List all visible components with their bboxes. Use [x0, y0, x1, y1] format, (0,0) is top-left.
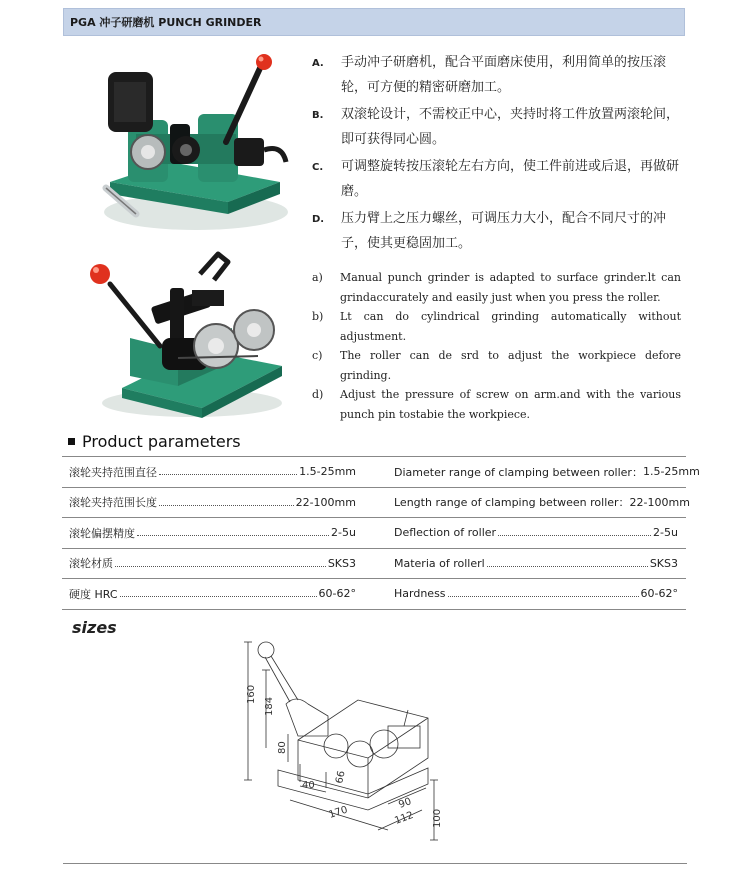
dim-label: 80 — [277, 741, 288, 754]
param-cn-label: 滚轮夹持范围直径 — [69, 465, 157, 479]
param-en-value: SKS3 — [649, 556, 678, 570]
params-title-text: Product parameters — [82, 432, 241, 451]
param-en-value: 2-5u — [653, 526, 678, 540]
list-marker: a) — [312, 271, 323, 284]
param-cn-value: SKS3 — [327, 556, 356, 570]
table-row — [62, 579, 686, 610]
param-cn-cell — [62, 488, 374, 518]
param-cn-cell — [62, 457, 374, 487]
list-text: Lt can do cylindrical grinding automatically without adjustment. — [340, 310, 681, 343]
list-item — [312, 154, 682, 204]
dot-leader — [159, 505, 294, 506]
dim-label: 112 — [393, 809, 415, 827]
dot-leader — [159, 474, 297, 475]
list-marker: C. — [312, 162, 324, 173]
product-photo-top — [88, 52, 298, 237]
dot-leader — [498, 535, 651, 536]
list-marker: c) — [312, 349, 323, 362]
param-en-label: Hardness — [394, 587, 446, 601]
dot-leader — [115, 566, 326, 567]
list-item — [312, 307, 681, 346]
param-en-value: 22-100mm — [629, 495, 690, 509]
list-text: 压力臂上之压力螺丝，可调压力大小，配合不同尺寸的冲子，使其更稳固加工。 — [341, 211, 667, 251]
table-row — [62, 488, 690, 519]
param-cn-value: 2-5u — [331, 526, 356, 540]
params-section-title — [68, 432, 241, 451]
dim-label: 40 — [302, 780, 315, 791]
header-title: PGA 冲子研磨机 PUNCH GRINDER — [70, 16, 262, 29]
param-cn-label: 硬度 HRC — [69, 587, 118, 601]
list-text: Manual punch grinder is adapted to surface grinder.lt can grindaccurately and easily just when you press the roller. — [340, 271, 681, 304]
dot-leader — [487, 566, 648, 567]
sizes-title: sizes — [72, 618, 117, 637]
dimension-drawing — [238, 630, 448, 859]
param-en-cell — [374, 518, 686, 548]
dot-leader — [137, 535, 329, 536]
list-marker: B. — [312, 110, 324, 121]
header-bar — [63, 8, 685, 36]
list-item — [312, 102, 682, 152]
param-en-label: Length range of clamping between roller： — [394, 496, 630, 510]
dim-label: 100 — [432, 808, 443, 828]
list-item — [312, 385, 681, 424]
param-cn-value: 22-100mm — [295, 495, 356, 509]
param-cn-label: 滚轮偏摆精度 — [69, 526, 135, 540]
param-cn-value: 60-62° — [318, 587, 356, 601]
list-text: 可调整旋转按压滚轮左右方向，使工件前进或后退，再做研磨。 — [341, 159, 680, 199]
dim-label: 66 — [334, 769, 348, 785]
square-bullet-icon — [68, 438, 75, 445]
param-en-label: Deflection of roller — [394, 526, 497, 540]
list-text: The roller can de srd to adjust the workpiece defore grinding. — [340, 349, 681, 382]
list-text: 双滚轮设计，不需校正中心，夹持时将工件放置两滚轮间，即可获得同心圆。 — [341, 107, 680, 147]
list-item — [312, 50, 682, 100]
param-en-cell — [374, 579, 686, 609]
param-cn-cell — [62, 518, 374, 548]
param-cn-label: 滚轮夹持范围长度 — [69, 496, 157, 510]
features-en-list — [312, 268, 681, 424]
table-row — [62, 549, 686, 580]
list-text: 手动冲子研磨机，配合平面磨床使用，利用简单的按压滚轮，可方便的精密研磨加工。 — [341, 55, 667, 95]
param-en-label: Materia of rollerl — [394, 556, 485, 570]
param-cn-label: 滚轮材质 — [69, 557, 113, 571]
list-item — [312, 268, 681, 307]
list-marker: b) — [312, 310, 324, 323]
params-table — [62, 456, 700, 610]
features-cn-list — [312, 50, 682, 258]
list-marker: D. — [312, 214, 325, 225]
dim-label: 90 — [397, 796, 413, 811]
list-text: Adjust the pressure of screw on arm.and with the various punch pin tostabie the workpiece. — [340, 388, 681, 421]
table-row — [62, 457, 700, 488]
param-en-cell — [374, 549, 686, 579]
param-cn-cell — [62, 549, 374, 579]
param-cn-value: 1.5-25mm — [299, 465, 356, 479]
dot-leader — [120, 596, 317, 597]
dot-leader — [448, 596, 639, 597]
param-en-cell — [374, 457, 700, 487]
footer-divider — [63, 863, 687, 864]
param-en-value: 60-62° — [640, 587, 678, 601]
table-row — [62, 518, 686, 549]
param-en-cell — [374, 488, 690, 518]
dim-label: 170 — [327, 804, 350, 821]
list-item — [312, 206, 682, 256]
dim-label: 160 — [246, 684, 257, 704]
list-marker: d) — [312, 388, 324, 401]
product-photo-bottom — [82, 238, 292, 423]
list-item — [312, 346, 681, 385]
param-en-value: 1.5-25mm — [642, 465, 700, 479]
param-cn-cell — [62, 579, 374, 609]
list-marker: A. — [312, 58, 324, 69]
dim-label: 184 — [264, 696, 275, 716]
param-en-label: Diameter range of clamping between roller： — [394, 465, 643, 479]
